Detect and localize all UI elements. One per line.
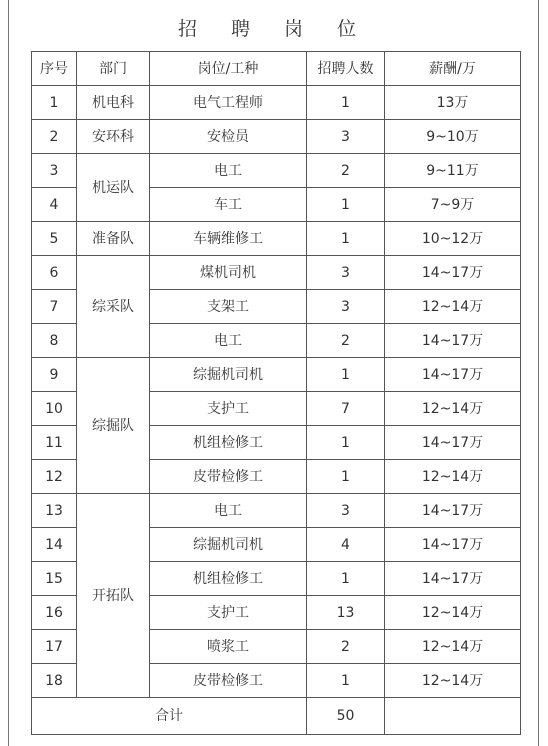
table-row xyxy=(32,358,521,392)
table-row xyxy=(32,86,521,120)
table-row xyxy=(32,222,521,256)
row-no: 7 xyxy=(32,290,77,324)
position-cell: 车工 xyxy=(150,188,307,222)
position-cell: 电工 xyxy=(150,324,307,358)
salary-cell: 13万 xyxy=(385,86,521,120)
salary-cell: 10~12万 xyxy=(385,222,521,256)
count-cell: 2 xyxy=(307,154,385,188)
salary-cell: 14~17万 xyxy=(385,358,521,392)
salary-cell: 12~14万 xyxy=(385,664,521,698)
row-no: 9 xyxy=(32,358,77,392)
count-cell: 3 xyxy=(307,256,385,290)
row-no: 13 xyxy=(32,494,77,528)
table-row xyxy=(32,154,521,188)
dept-cell: 准备队 xyxy=(77,222,150,256)
position-cell: 综掘机司机 xyxy=(150,358,307,392)
row-no: 16 xyxy=(32,596,77,630)
row-no: 14 xyxy=(32,528,77,562)
salary-cell: 12~14万 xyxy=(385,392,521,426)
total-row xyxy=(32,698,521,735)
count-cell: 1 xyxy=(307,86,385,120)
salary-cell: 9~10万 xyxy=(385,120,521,154)
header-no: 序号 xyxy=(32,52,77,86)
header-count: 招聘人数 xyxy=(307,52,385,86)
position-cell: 安检员 xyxy=(150,120,307,154)
dept-cell: 综采队 xyxy=(77,256,150,358)
position-cell: 机组检修工 xyxy=(150,562,307,596)
salary-cell: 12~14万 xyxy=(385,460,521,494)
count-cell: 7 xyxy=(307,392,385,426)
position-cell: 机组检修工 xyxy=(150,426,307,460)
dept-cell: 机运队 xyxy=(77,154,150,222)
position-cell: 皮带检修工 xyxy=(150,460,307,494)
salary-cell: 12~14万 xyxy=(385,630,521,664)
header-row xyxy=(32,52,521,86)
salary-cell: 7~9万 xyxy=(385,188,521,222)
count-cell: 3 xyxy=(307,120,385,154)
row-no: 11 xyxy=(32,426,77,460)
row-no: 18 xyxy=(32,664,77,698)
header-dept: 部门 xyxy=(77,52,150,86)
count-cell: 1 xyxy=(307,222,385,256)
count-cell: 4 xyxy=(307,528,385,562)
row-no: 4 xyxy=(32,188,77,222)
position-cell: 皮带检修工 xyxy=(150,664,307,698)
row-no: 17 xyxy=(32,630,77,664)
table-row xyxy=(32,120,521,154)
position-cell: 电工 xyxy=(150,154,307,188)
row-no: 12 xyxy=(32,460,77,494)
position-cell: 电工 xyxy=(150,494,307,528)
position-cell: 车辆维修工 xyxy=(150,222,307,256)
dept-cell: 开拓队 xyxy=(77,494,150,698)
salary-cell: 12~14万 xyxy=(385,596,521,630)
table-row xyxy=(32,256,521,290)
recruitment-table xyxy=(31,51,521,735)
total-label: 合计 xyxy=(32,698,307,735)
dept-cell: 综掘队 xyxy=(77,358,150,494)
position-cell: 煤机司机 xyxy=(150,256,307,290)
count-cell: 1 xyxy=(307,562,385,596)
left-margin-rule xyxy=(8,0,9,746)
page-title: 招 聘 岗 位 xyxy=(177,18,371,40)
position-cell: 支护工 xyxy=(150,596,307,630)
salary-cell: 14~17万 xyxy=(385,562,521,596)
row-no: 3 xyxy=(32,154,77,188)
row-no: 5 xyxy=(32,222,77,256)
total-salary xyxy=(385,698,521,735)
count-cell: 3 xyxy=(307,290,385,324)
count-cell: 1 xyxy=(307,460,385,494)
position-cell: 喷浆工 xyxy=(150,630,307,664)
row-no: 1 xyxy=(32,86,77,120)
salary-cell: 9~11万 xyxy=(385,154,521,188)
salary-cell: 14~17万 xyxy=(385,426,521,460)
total-count: 50 xyxy=(307,698,385,735)
right-margin-rule xyxy=(538,0,539,746)
salary-cell: 14~17万 xyxy=(385,528,521,562)
dept-cell: 机电科 xyxy=(77,86,150,120)
position-cell: 电气工程师 xyxy=(150,86,307,120)
count-cell: 1 xyxy=(307,358,385,392)
position-cell: 支架工 xyxy=(150,290,307,324)
row-no: 6 xyxy=(32,256,77,290)
count-cell: 1 xyxy=(307,664,385,698)
count-cell: 1 xyxy=(307,426,385,460)
header-position: 岗位/工种 xyxy=(150,52,307,86)
dept-cell: 安环科 xyxy=(77,120,150,154)
row-no: 15 xyxy=(32,562,77,596)
table-row xyxy=(32,494,521,528)
table-body xyxy=(32,86,521,735)
count-cell: 13 xyxy=(307,596,385,630)
count-cell: 2 xyxy=(307,324,385,358)
row-no: 2 xyxy=(32,120,77,154)
count-cell: 2 xyxy=(307,630,385,664)
count-cell: 3 xyxy=(307,494,385,528)
salary-cell: 14~17万 xyxy=(385,494,521,528)
salary-cell: 14~17万 xyxy=(385,256,521,290)
position-cell: 支护工 xyxy=(150,392,307,426)
count-cell: 1 xyxy=(307,188,385,222)
salary-cell: 14~17万 xyxy=(385,324,521,358)
row-no: 10 xyxy=(32,392,77,426)
salary-cell: 12~14万 xyxy=(385,290,521,324)
position-cell: 综掘机司机 xyxy=(150,528,307,562)
header-salary: 薪酬/万 xyxy=(385,52,521,86)
row-no: 8 xyxy=(32,324,77,358)
